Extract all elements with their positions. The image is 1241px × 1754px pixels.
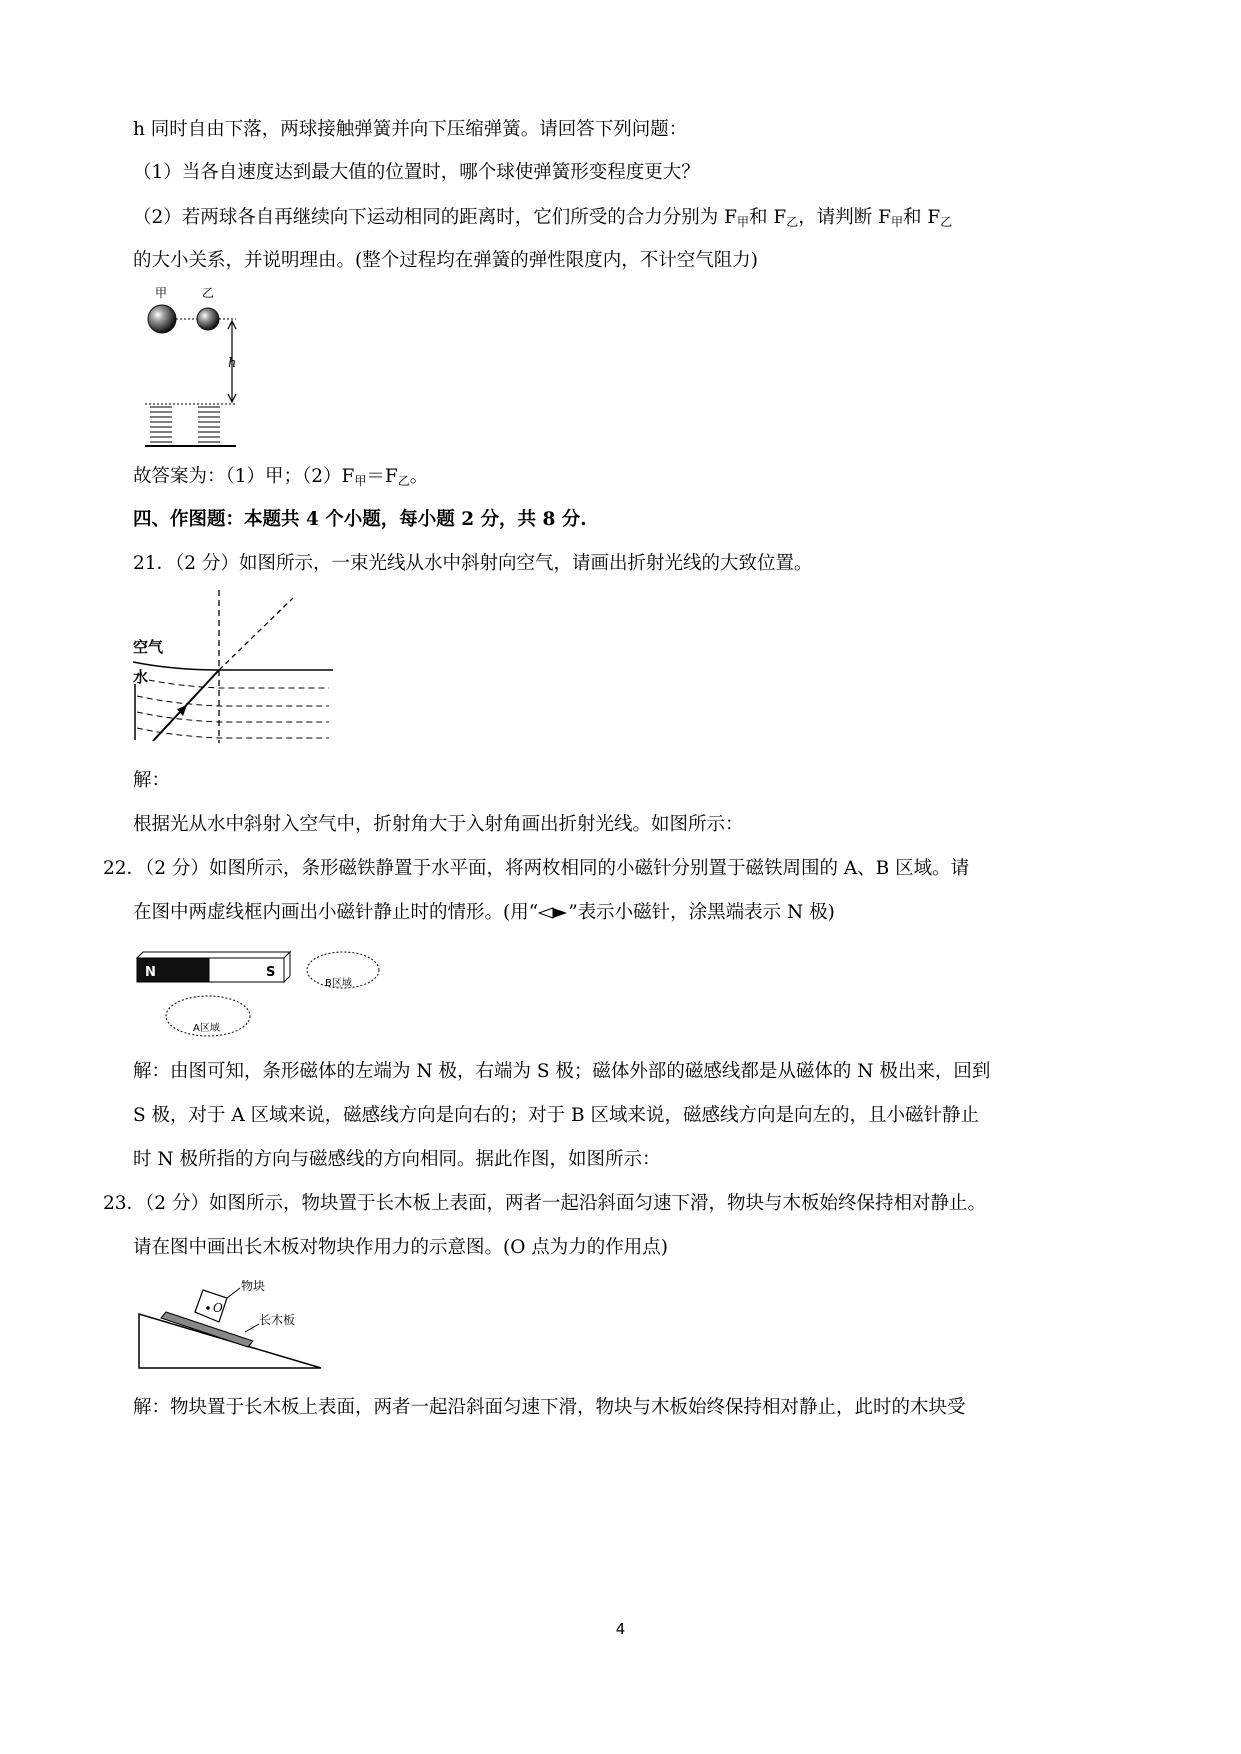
- q22-sol-line2: S 极，对于 A 区域来说，磁感线方向是向右的；对于 B 区域来说，磁感线方向是向左的，且小磁针静止: [133, 1105, 980, 1126]
- water-line-4: [137, 728, 329, 738]
- board-leader: [245, 1324, 259, 1332]
- region-b-label: B区域: [325, 978, 352, 989]
- water-label: 水: [133, 668, 149, 686]
- q21-sol-text: 根据光从水中斜射入空气中，折射角大于入射角画出折射光线。如图所示：: [133, 814, 744, 835]
- magnet-n-label: N: [145, 965, 156, 980]
- air-label: 空气: [133, 638, 164, 656]
- point-o-label: O: [213, 1301, 223, 1315]
- q20-part1: （1）当各自速度达到最大值的位置时，哪个球使弹簧形变程度更大？: [133, 162, 700, 183]
- bar-magnet-figure: [133, 948, 383, 1043]
- water-surface: [133, 662, 333, 670]
- needle-icon: [538, 907, 568, 919]
- block-label: 物块: [241, 1280, 266, 1293]
- refraction-figure: [133, 588, 338, 748]
- ball-yi-label: 乙: [202, 286, 215, 300]
- magnet-top-face: [137, 952, 290, 958]
- q23-stem-line2: 请在图中画出长木板对物块作用力的示意图。(O 点为力的作用点): [133, 1237, 668, 1258]
- magnet-s-label: S: [266, 965, 276, 980]
- point-o: [206, 1306, 210, 1310]
- extension-line: [219, 598, 293, 670]
- block-leader: [227, 1288, 240, 1298]
- q22-stem-line1: 22．（2 分）如图所示，条形磁铁静置于水平面，将两枚相同的小磁针分别置于磁铁周围的 A、B 区域。请: [103, 858, 970, 879]
- q20-part2: （2）若两球各自再继续向下运动相同的距离时，它们所受的合力分别为 F甲和 F乙，请判断 F甲和 F乙: [133, 207, 953, 229]
- incline-figure: [135, 1280, 335, 1375]
- ball-yi: [197, 308, 219, 330]
- spring-right: [198, 407, 220, 442]
- q20-answer: 故答案为：（1）甲；（2）F甲＝F乙。: [133, 466, 429, 488]
- ball-jia: [148, 305, 176, 333]
- q22-sol-line3: 时 N 极所指的方向与磁感线的方向相同。据此作图，如图所示：: [133, 1149, 661, 1170]
- q21-stem: 21．（2 分）如图所示，一束光线从水中斜射向空气，请画出折射光线的大致位置。: [133, 553, 813, 574]
- balls-springs-figure: [140, 285, 250, 450]
- region-a-label: A区域: [193, 1023, 220, 1034]
- height-label: h: [228, 356, 237, 371]
- ball-jia-label: 甲: [155, 286, 168, 300]
- q23-sol-line1: 解：物块置于长木板上表面，两者一起沿斜面匀速下滑，物块与木板始终保持相对静止，此时的木块受: [133, 1397, 966, 1418]
- board-label: 长木板: [259, 1313, 296, 1327]
- q22-stem-line2: 在图中两虚线框内画出小磁针静止时的情形。(用“ ”表示小磁针，涂黑端表示 N 极): [133, 902, 835, 923]
- q21-sol-label: 解：: [133, 770, 171, 791]
- water-line-2: [137, 696, 329, 706]
- section-heading: 四、作图题：本题共 4 个小题，每小题 2 分，共 8 分.: [133, 509, 587, 530]
- q22-sol-line1: 解：由图可知，条形磁体的左端为 N 极，右端为 S 极；磁体外部的磁感线都是从磁体的 N 极出来，回到: [133, 1061, 991, 1082]
- spring-left: [150, 407, 172, 442]
- q20-part2-line2: 的大小关系，并说明理由。(整个过程均在弹簧的弹性限度内，不计空气阻力): [133, 250, 758, 271]
- page-number: 4: [615, 1620, 626, 1638]
- q20-intro: h 同时自由下落，两球接触弹簧并向下压缩弹簧。请回答下列问题：: [133, 119, 688, 140]
- water-line-3: [137, 712, 329, 722]
- water-line-1: [149, 680, 329, 688]
- q23-stem-line1: 23．（2 分）如图所示，物块置于长木板上表面，两者一起沿斜面匀速下滑，物块与木板始终保持相对静止。: [103, 1193, 986, 1214]
- magnet-side-face: [284, 952, 290, 982]
